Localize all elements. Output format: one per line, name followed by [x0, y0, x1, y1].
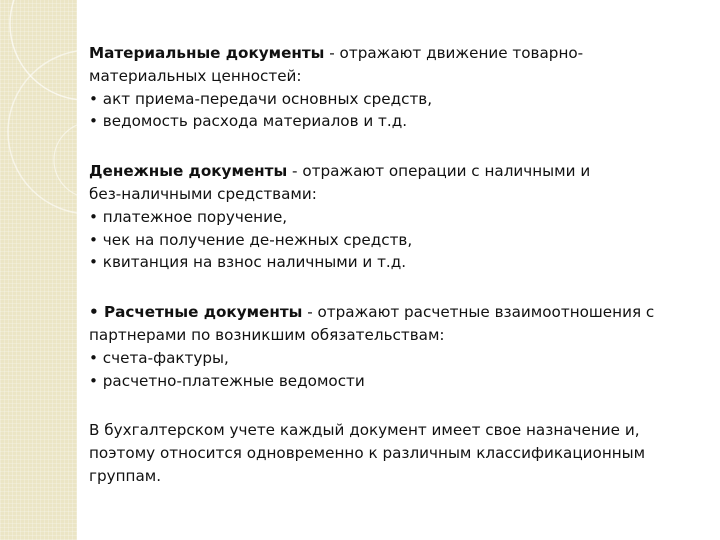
- text-line: [89, 419, 699, 442]
- text-line: [89, 206, 699, 229]
- term-label: Материальные документы: [89, 44, 325, 62]
- text-section: [89, 419, 699, 487]
- decorative-circles: [0, 0, 77, 540]
- slide-content: [89, 42, 699, 515]
- text-line: [89, 183, 699, 206]
- text-line: [89, 301, 699, 324]
- text-line: [89, 442, 699, 465]
- line-text: - отражают движение товарно-: [324, 44, 584, 62]
- decorative-side-band: [0, 0, 77, 540]
- line-text: • квитанция на взнос наличными и т.д.: [89, 253, 407, 272]
- line-text: • расчетно-платежные ведомости: [89, 371, 365, 390]
- line-text: В бухгалтерском учете каждый документ имеет свое назначение и,: [89, 421, 640, 440]
- line-text: поэтому относится одновременно к различным классификационным: [89, 444, 646, 463]
- line-text: партнерами по возникшим обязательствам:: [89, 325, 445, 344]
- text-line: [89, 42, 699, 65]
- line-text: - отражают расчетные взаимоотношения с: [302, 303, 655, 322]
- text-line: [89, 324, 699, 347]
- text-line: [89, 370, 699, 393]
- text-line: [89, 110, 699, 133]
- line-text: группам.: [89, 466, 162, 485]
- text-line: [89, 465, 699, 488]
- text-line: [89, 65, 699, 88]
- text-section: [89, 160, 699, 274]
- text-line: [89, 251, 699, 274]
- text-line: [89, 229, 699, 252]
- term-label: Денежные документы: [89, 162, 288, 181]
- line-text: • ведомость расхода материалов и т.д.: [89, 112, 408, 131]
- term-label: • Расчетные документы: [89, 303, 303, 322]
- text-section: [89, 42, 699, 133]
- line-text: материальных ценностей:: [89, 66, 302, 85]
- line-text: • акт приема-передачи основных средств,: [89, 89, 433, 108]
- text-line: [89, 347, 699, 370]
- line-text: - отражают операции с наличными и: [287, 162, 591, 181]
- line-text: без-наличными средствами:: [89, 184, 317, 203]
- line-text: • чек на получение де-нежных средств,: [89, 230, 413, 249]
- line-text: • счета-фактуры,: [89, 348, 229, 367]
- line-text: • платежное поручение,: [89, 207, 288, 226]
- text-line: [89, 88, 699, 111]
- text-line: [89, 160, 699, 183]
- text-section: [89, 301, 699, 392]
